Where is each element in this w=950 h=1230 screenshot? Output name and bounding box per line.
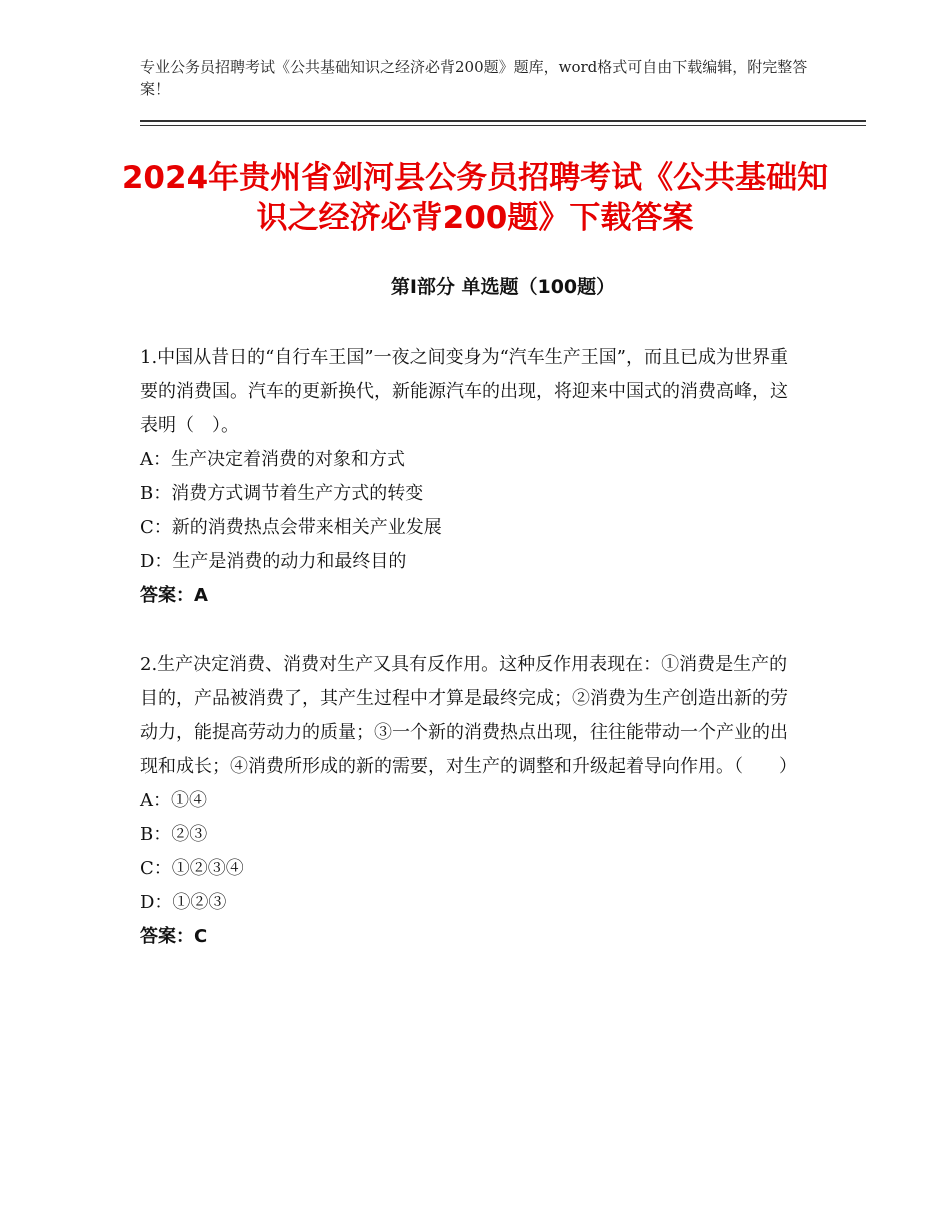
option-d: D：生产是消费的动力和最终目的: [140, 551, 407, 572]
option-b: B：②③: [140, 824, 208, 845]
option-a: A：①④: [140, 790, 207, 811]
question-stem: 2.生产决定消费、消费对生产又具有反作用。这种反作用表现在：①消费是生产的目的，产品被消费了，其产生过程中才算是最终完成；②消费为生产创造出新的劳动力，能提高劳动力的质量；③一个新的消费热点出现，往往能带动一个产业的出现和成长；④消费所形成的新的需要，对生产的调整和升级起着导向作用。（ ）: [140, 654, 797, 777]
header-note: 专业公务员招聘考试《公共基础知识之经济必背200题》题库，word格式可自由下载编辑，附完整答案！: [140, 58, 808, 98]
header-divider-thick: [140, 120, 866, 122]
option-c: C：①②③④: [140, 858, 244, 879]
header-divider-thin: [140, 125, 866, 126]
option-c: C：新的消费热点会带来相关产业发展: [140, 517, 442, 538]
question-stem: 1.中国从昔日的“自行车王国”一夜之间变身为“汽车生产王国”，而且已成为世界重要的消费国。汽车的更新换代，新能源汽车的出现，将迎来中国式的消费高峰，这表明（ ）。: [140, 347, 788, 436]
section-title: 第Ⅰ部分 单选题（100题）: [390, 276, 616, 298]
option-b: B：消费方式调节着生产方式的转变: [140, 483, 424, 504]
option-d: D：①②③: [140, 892, 227, 913]
question-1: [140, 341, 800, 613]
option-a: A：生产决定着消费的对象和方式: [140, 449, 405, 470]
answer: 答案：C: [140, 926, 208, 947]
question-2: [140, 648, 800, 954]
document-title: 2024年贵州省剑河县公务员招聘考试《公共基础知识之经济必背200题》下载答案: [121, 160, 829, 236]
answer: 答案：A: [140, 585, 208, 606]
